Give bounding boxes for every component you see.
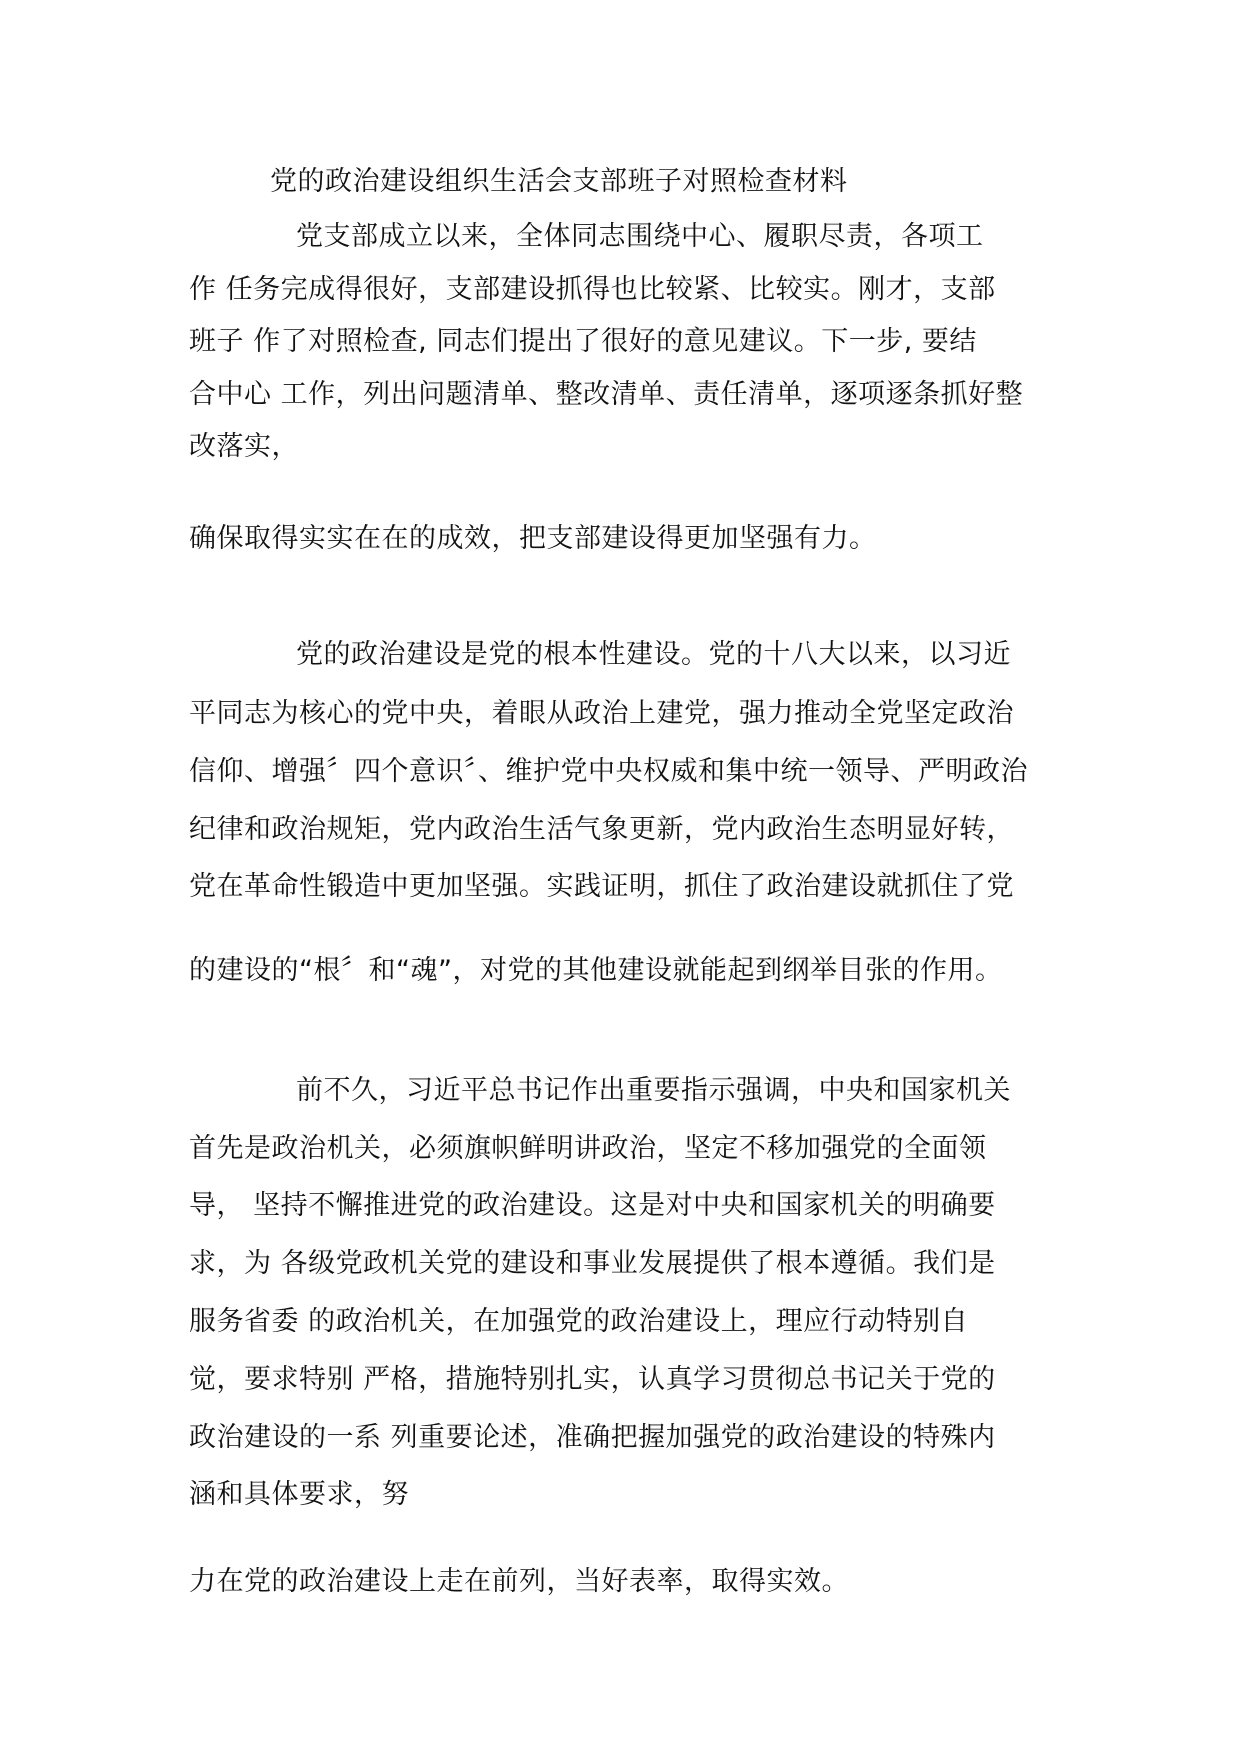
document-title: 党的政治建设组织生活会支部班子对照检查材料: [270, 166, 848, 197]
paragraph-2-line-5: 党在革命性锻造中更加坚强。实践证明，抓住了政治建设就抓住了党: [189, 871, 1014, 902]
paragraph-3-line-1: 前不久，习近平总书记作出重要指示强调，中央和国家机关: [296, 1075, 1011, 1106]
paragraph-3-line-8: 涵和具体要求，努: [189, 1479, 409, 1510]
paragraph-3-line-5: 服务省委 的政治机关，在加强党的政治建设上，理应行动特别自: [189, 1306, 969, 1337]
paragraph-1-line-1: 党支部成立以来，全体同志围绕中心、履职尽责，各项工: [296, 221, 984, 252]
paragraph-2-line-2: 平同志为核心的党中央，着眼从政治上建党，强力推动全党坚定政治: [189, 698, 1014, 729]
paragraph-1-line-2: 作 任务完成得很好，支部建设抓得也比较紧、比较实。刚才，支部: [189, 274, 996, 305]
paragraph-2-line-4: 纪律和政治规矩，党内政治生活气象更新，党内政治生态明显好转，: [189, 814, 1014, 845]
paragraph-3-line-6: 觉，要求特别 严格，措施特别扎实，认真学习贯彻总书记关于党的: [189, 1364, 996, 1395]
paragraph-3-line-3: 导， 坚持不懈推进党的政治建设。这是对中央和国家机关的明确要: [189, 1190, 996, 1221]
paragraph-1-line-6: 确保取得实实在在的成效，把支部建设得更加坚强有力。: [189, 523, 877, 554]
paragraph-1-line-3: 班子 作了对照检查, 同志们提出了很好的意见建议。下一步, 要结: [189, 326, 977, 357]
paragraph-2-line-1: 党的政治建设是党的根本性建设。党的十八大以来，以习近: [296, 639, 1011, 670]
paragraph-1-line-5: 改落实，: [189, 431, 299, 462]
paragraph-2-line-6: 的建设的“根〞和“魂”，对党的其他建设就能起到纲举目张的作用。: [189, 955, 1003, 986]
paragraph-3-line-2: 首先是政治机关，必须旗帜鲜明讲政治，坚定不移加强党的全面领: [189, 1133, 987, 1164]
paragraph-3-line-9: 力在党的政治建设上走在前列，当好表率，取得实效。: [189, 1566, 849, 1597]
paragraph-3-line-4: 求，为 各级党政机关党的建设和事业发展提供了根本遵循。我们是: [189, 1248, 996, 1279]
paragraph-3-line-7: 政治建设的一系 列重要论述，准确把握加强党的政治建设的特殊内: [189, 1422, 996, 1453]
paragraph-1-line-4: 合中心 工作，列出问题清单、整改清单、责任清单，逐项逐条抓好整: [189, 379, 1024, 410]
paragraph-2-line-3: 信仰、增强〞四个意识〞、维护党中央权威和集中统一领导、严明政治: [189, 756, 1028, 787]
